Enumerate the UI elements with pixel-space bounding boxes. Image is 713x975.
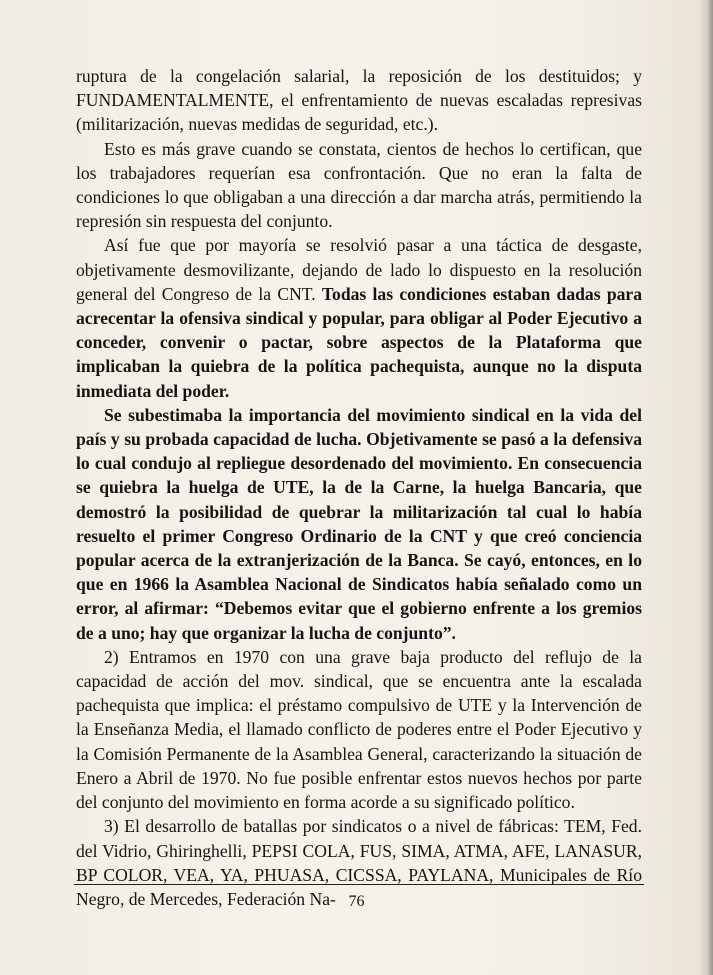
paragraph-3: [76, 233, 642, 402]
span: ruptura de la congelación salarial, la reposición de los destituidos; y FUNDAMENTALMENTE, el enfrentamiento de nuevas escaladas represivas (militarización, nuevas medidas de seguridad, etc.).: [76, 66, 642, 135]
span-bold: Todas las condiciones estaban dadas para acrecentar la ofensiva sindical y popular, para obligar al Poder Ejecutivo a conceder, convenir o pactar, sobre aspectos de la Plataforma que implicaban la quiebra de la política pachequista, aunque no la disputa inmediata del poder.: [76, 283, 643, 401]
page-edge-shadow: [699, 0, 713, 975]
span-bold: Se subestimaba la importancia del movimiento sindical en la vida del país y su probada capacidad de lucha. Objetivamente se pasó a la defensiva lo cual condujo al repliegue desordenado del movimiento. En consecuencia se quiebra la huelga de UTE, la de la Carne, la huelga Bancaria, que demostró la posibilidad de quebrar la militarización tal cual lo había resuelto el primer Congreso Ordinario de la CNT y que creó conciencia popular acerca de la extranjerización de la Banca. Se cayó, entonces, en lo que en 1966 la Asamblea Nacional de Sindicatos había señalado como un error, al afirmar: “Debemos evitar que el gobierno enfrente a los gremios de a uno; hay que organizar la lucha de conjunto”.: [76, 404, 642, 643]
span: 3) El desarrollo de batallas por sindicatos o a nivel de fábricas: TEM, Fed. del Vidrio, Ghiringhelli, PEPSI COLA, FUS, SIMA, ATMA, AFE, LANASUR, BP COLOR, VEA, YA, PHUASA, CICSSA, PAYLANA, Municipales de Río Negro, de Mercedes, Federación Na-: [76, 816, 642, 909]
paragraph-5: [76, 645, 642, 814]
paragraph-4: [76, 403, 642, 645]
span: 2) Entramos en 1970 con una grave baja producto del reflujo de la capacidad de acción del mov. sindical, que se encuentra ante la escalada pachequista que implica: el préstamo compulsivo de UTE y la Intervención de la Enseñanza Media, el llamado conflicto de poderes entre el Poder Ejecutivo y la Comisión Permanente de la Asamblea General, caracterizando la situación de Enero a Abril de 1970. No fue posible enfrentar estos nuevos hechos por parte del conjunto del movimiento en forma acorde a su significado político.: [76, 646, 642, 813]
span: Así fue que por mayoría se resolvió pasar a una táctica de desgaste, objetivamente desmovilizante, dejando de lado lo dispuesto en la resolución general del Congreso de la CNT.: [76, 235, 642, 304]
body-text: [76, 64, 642, 911]
paragraph-2: [76, 137, 642, 234]
page-number: 76: [348, 893, 365, 910]
footer-rule: [74, 884, 644, 885]
paragraph-1: [76, 64, 642, 137]
span: Esto es más grave cuando se constata, cientos de hechos lo certifican, que los trabajadores requerían esa confrontación. Que no eran la falta de condiciones lo que obligaban a una dirección a dar marcha atrás, permitiendo la represión sin respuesta del conjunto.: [76, 138, 642, 232]
